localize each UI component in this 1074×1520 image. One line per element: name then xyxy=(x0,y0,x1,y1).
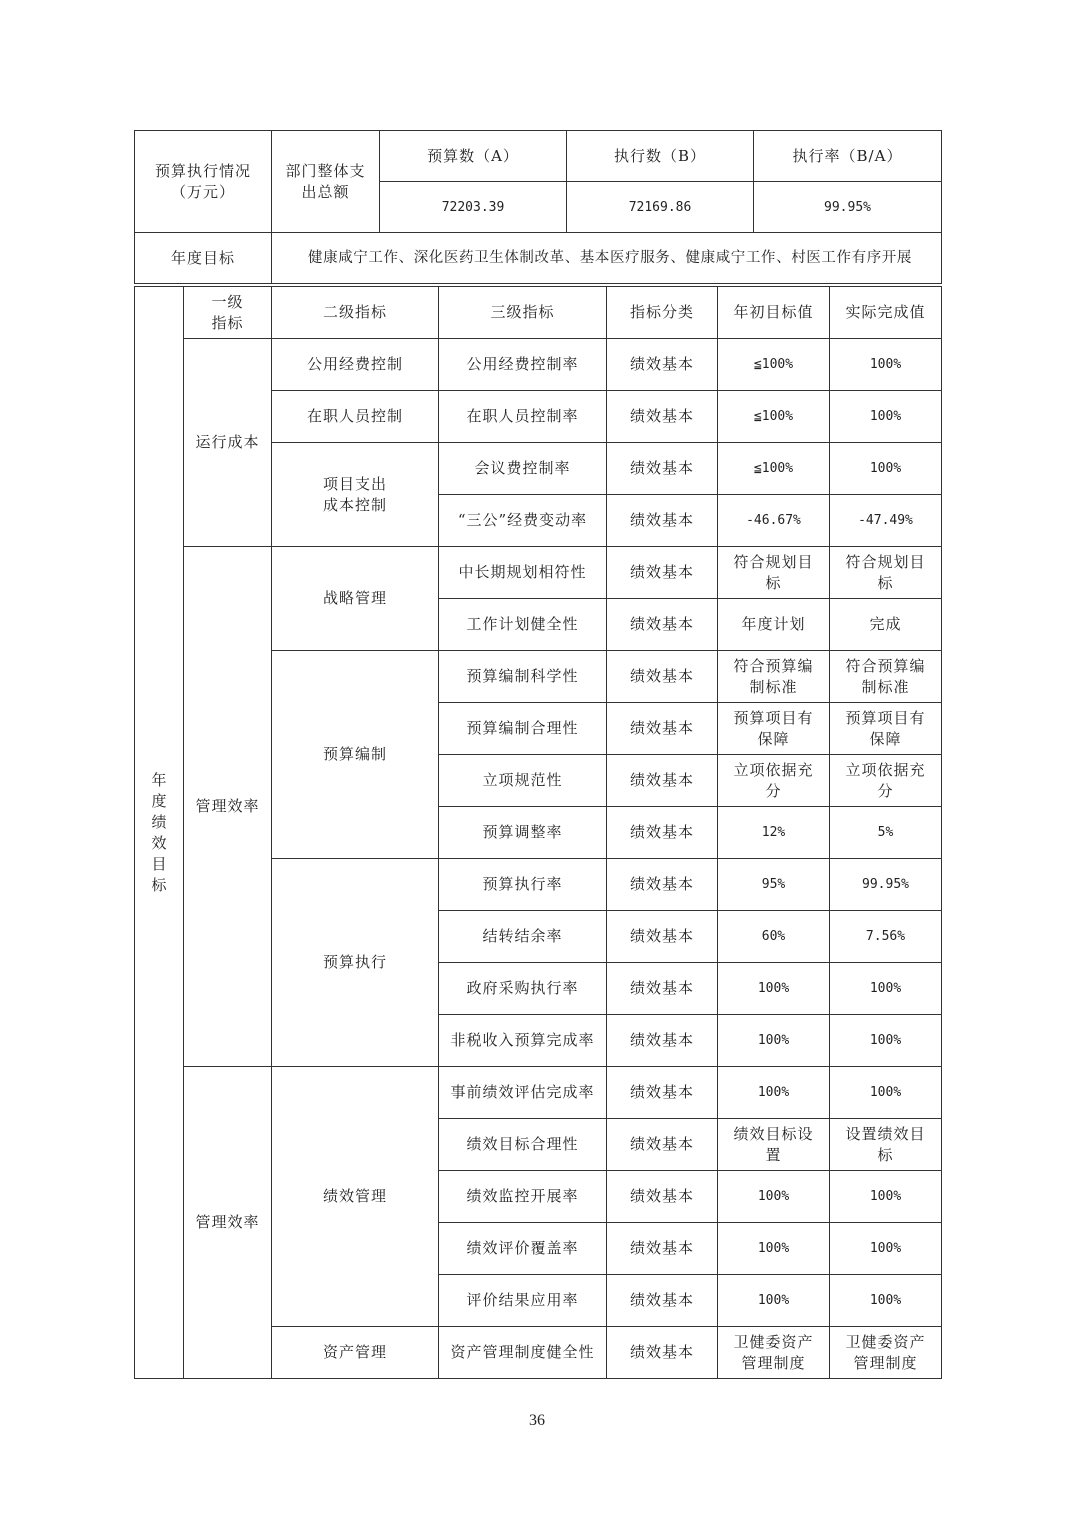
category-cell: 绩效基本 xyxy=(607,391,718,443)
budget-value-b: 72169.86 xyxy=(567,182,754,233)
level3-cell: 会议费控制率 xyxy=(439,443,607,495)
category-cell: 绩效基本 xyxy=(607,1327,718,1379)
category-cell: 绩效基本 xyxy=(607,859,718,911)
header-level2: 二级指标 xyxy=(272,287,439,339)
budget-value-a: 72203.39 xyxy=(380,182,567,233)
actual-cell: -47.49% xyxy=(830,495,942,547)
category-cell: 绩效基本 xyxy=(607,911,718,963)
budget-label: 预算执行情况（万元） xyxy=(154,161,251,201)
level1-cell: 管理效率 xyxy=(184,1067,272,1379)
category-cell: 绩效基本 xyxy=(607,1119,718,1171)
target-cell: 12% xyxy=(718,807,830,859)
table-row xyxy=(135,339,942,391)
target-cell: ≦100% xyxy=(718,391,830,443)
target-cell: 100% xyxy=(718,1223,830,1275)
actual-cell: 符合预算编制标准 xyxy=(830,651,942,703)
header-level3: 三级指标 xyxy=(439,287,607,339)
target-cell: 年度计划 xyxy=(718,599,830,651)
level3-cell: 非税收入预算完成率 xyxy=(439,1015,607,1067)
annual-goal-text: 健康咸宁工作、深化医药卫生体制改革、基本医疗服务、健康咸宁工作、村医工作有序开展 xyxy=(272,233,942,284)
target-cell: 100% xyxy=(718,1171,830,1223)
level2-cell: 资产管理 xyxy=(272,1327,439,1379)
actual-cell: 完成 xyxy=(830,599,942,651)
actual-cell: 100% xyxy=(830,1067,942,1119)
actual-cell: 7.56% xyxy=(830,911,942,963)
category-cell: 绩效基本 xyxy=(607,1223,718,1275)
category-cell: 绩效基本 xyxy=(607,807,718,859)
category-cell: 绩效基本 xyxy=(607,651,718,703)
category-cell: 绩效基本 xyxy=(607,443,718,495)
target-cell: 100% xyxy=(718,1015,830,1067)
budget-header-b: 执行数（B） xyxy=(567,131,754,182)
target-cell: 100% xyxy=(718,1067,830,1119)
table-row xyxy=(135,547,942,599)
level3-cell: 公用经费控制率 xyxy=(439,339,607,391)
target-cell: ≦100% xyxy=(718,339,830,391)
level3-cell: 评价结果应用率 xyxy=(439,1275,607,1327)
table-row xyxy=(135,1067,942,1119)
level3-cell: 立项规范性 xyxy=(439,755,607,807)
level2-cell: 战略管理 xyxy=(272,547,439,651)
target-cell: 卫健委资产管理制度 xyxy=(718,1327,830,1379)
actual-cell: 100% xyxy=(830,1275,942,1327)
level3-cell: 事前绩效评估完成率 xyxy=(439,1067,607,1119)
annual-goal-label: 年度目标 xyxy=(135,233,272,284)
category-cell: 绩效基本 xyxy=(607,547,718,599)
category-cell: 绩效基本 xyxy=(607,1275,718,1327)
table-header-row xyxy=(135,287,942,339)
level2-cell: 公用经费控制 xyxy=(272,339,439,391)
category-cell: 绩效基本 xyxy=(607,1067,718,1119)
level1-cell: 管理效率 xyxy=(184,547,272,1067)
budget-header-a: 预算数（A） xyxy=(380,131,567,182)
category-cell: 绩效基本 xyxy=(607,495,718,547)
level2-cell: 绩效管理 xyxy=(272,1067,439,1327)
page-number: 36 xyxy=(529,1412,545,1429)
level3-cell: 结转结余率 xyxy=(439,911,607,963)
actual-cell: 卫健委资产管理制度 xyxy=(830,1327,942,1379)
level2-cell: 预算执行 xyxy=(272,859,439,1067)
level3-cell: 预算执行率 xyxy=(439,859,607,911)
actual-cell: 100% xyxy=(830,1223,942,1275)
category-cell: 绩效基本 xyxy=(607,1171,718,1223)
target-cell: 100% xyxy=(718,1275,830,1327)
actual-cell: 设置绩效目标 xyxy=(830,1119,942,1171)
category-cell: 绩效基本 xyxy=(607,703,718,755)
level2-cell: 预算编制 xyxy=(272,651,439,859)
dept-total-label: 部门整体支出总额 xyxy=(285,161,366,201)
actual-cell: 5% xyxy=(830,807,942,859)
budget-label-cell xyxy=(135,131,272,233)
level3-cell: 工作计划健全性 xyxy=(439,599,607,651)
actual-cell: 100% xyxy=(830,339,942,391)
header-target: 年初目标值 xyxy=(718,287,830,339)
target-cell: 绩效目标设置 xyxy=(718,1119,830,1171)
level3-cell: 预算编制合理性 xyxy=(439,703,607,755)
category-cell: 绩效基本 xyxy=(607,599,718,651)
actual-cell: 预算项目有保障 xyxy=(830,703,942,755)
target-cell: ≦100% xyxy=(718,443,830,495)
category-cell: 绩效基本 xyxy=(607,963,718,1015)
level3-cell: 中长期规划相符性 xyxy=(439,547,607,599)
budget-value-rate: 99.95% xyxy=(754,182,942,233)
target-cell: 符合规划目标 xyxy=(718,547,830,599)
side-label: 年度绩效目标 xyxy=(151,770,167,894)
actual-cell: 立项依据充分 xyxy=(830,755,942,807)
level3-cell: 预算调整率 xyxy=(439,807,607,859)
level2-cell: 在职人员控制 xyxy=(272,391,439,443)
level3-cell: 资产管理制度健全性 xyxy=(439,1327,607,1379)
dept-total-cell xyxy=(272,131,380,233)
level1-cell: 运行成本 xyxy=(184,339,272,547)
level3-cell: 绩效评价覆盖率 xyxy=(439,1223,607,1275)
level3-cell: 绩效监控开展率 xyxy=(439,1171,607,1223)
target-cell: 预算项目有保障 xyxy=(718,703,830,755)
target-cell: 符合预算编制标准 xyxy=(718,651,830,703)
target-cell: 60% xyxy=(718,911,830,963)
actual-cell: 100% xyxy=(830,443,942,495)
actual-cell: 100% xyxy=(830,1171,942,1223)
level3-cell: 在职人员控制率 xyxy=(439,391,607,443)
target-cell: -46.67% xyxy=(718,495,830,547)
level2-cell xyxy=(272,443,439,547)
actual-cell: 100% xyxy=(830,1015,942,1067)
level2-text: 项目支出成本控制 xyxy=(322,474,387,514)
category-cell: 绩效基本 xyxy=(607,1015,718,1067)
actual-cell: 99.95% xyxy=(830,859,942,911)
header-category: 指标分类 xyxy=(607,287,718,339)
header-level1 xyxy=(184,287,272,339)
header-level1-text: 一级指标 xyxy=(211,292,244,332)
target-cell: 立项依据充分 xyxy=(718,755,830,807)
budget-table xyxy=(134,130,942,284)
budget-header-rate: 执行率（B/A） xyxy=(754,131,942,182)
target-cell: 95% xyxy=(718,859,830,911)
category-cell: 绩效基本 xyxy=(607,755,718,807)
actual-cell: 符合规划目标 xyxy=(830,547,942,599)
side-label-cell xyxy=(135,287,184,1379)
level3-cell: 预算编制科学性 xyxy=(439,651,607,703)
header-actual: 实际完成值 xyxy=(830,287,942,339)
category-cell: 绩效基本 xyxy=(607,339,718,391)
level3-cell: 绩效目标合理性 xyxy=(439,1119,607,1171)
target-cell: 100% xyxy=(718,963,830,1015)
level3-cell: 政府采购执行率 xyxy=(439,963,607,1015)
actual-cell: 100% xyxy=(830,963,942,1015)
level3-cell: “三公”经费变动率 xyxy=(439,495,607,547)
performance-table xyxy=(134,286,942,1379)
actual-cell: 100% xyxy=(830,391,942,443)
